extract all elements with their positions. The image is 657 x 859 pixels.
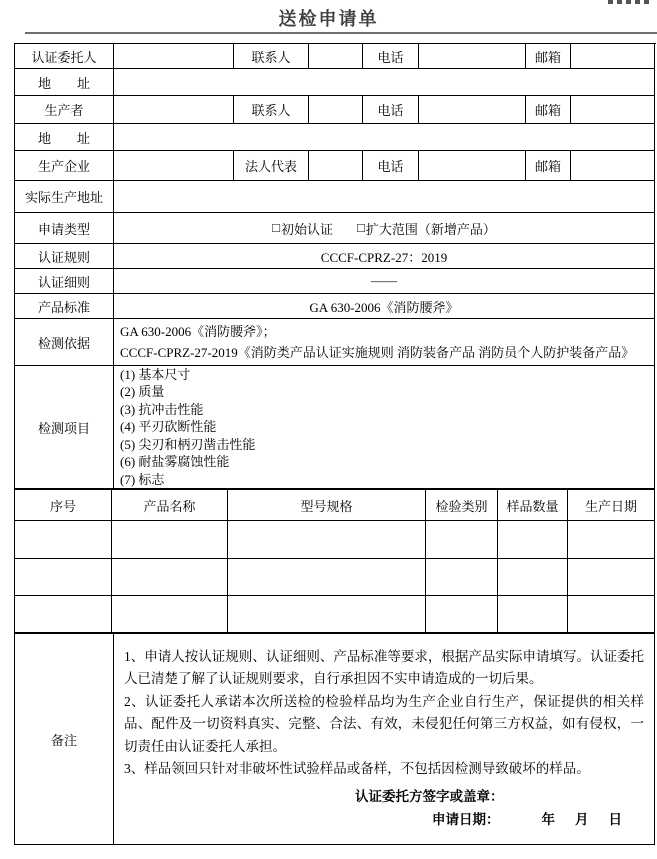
applicant-name-field[interactable]	[114, 44, 234, 69]
serial-number-field[interactable]	[15, 596, 112, 633]
producer-email-label: 邮箱	[526, 96, 571, 124]
product-table-header	[15, 489, 655, 521]
manufacturer-phone-label: 电话	[363, 151, 419, 181]
sample-quantity-field[interactable]	[498, 559, 568, 596]
manufacturer-label: 生产企业	[15, 151, 114, 181]
producer-phone-field[interactable]	[419, 96, 526, 124]
production-date-field[interactable]	[568, 559, 655, 596]
product-standard-value: GA 630-2006《消防腰斧》	[114, 294, 655, 319]
test-item: (1) 基本尺寸	[120, 367, 191, 383]
producer-contact-field[interactable]	[309, 96, 363, 124]
production-date-field[interactable]	[568, 596, 655, 633]
applicant-contact-field[interactable]	[309, 44, 363, 69]
producer-label: 生产者	[15, 96, 114, 124]
inspection-type-field[interactable]	[426, 521, 498, 559]
product-name-field[interactable]	[112, 521, 228, 559]
page-title: 送检申请单	[278, 9, 379, 29]
option-expand-label: 扩大范围（新增产品）	[365, 221, 496, 237]
producer-contact-label: 联系人	[234, 96, 309, 124]
model-spec-field[interactable]	[228, 521, 426, 559]
manufacturer-email-label: 邮箱	[526, 151, 571, 181]
table-row-remarks	[15, 633, 655, 845]
table-row-producer	[15, 96, 655, 124]
product-table-row	[15, 596, 655, 633]
application-date-label: 申请日期：	[432, 811, 500, 827]
applicant-phone-label: 电话	[363, 44, 419, 69]
header-serial-number: 序号	[15, 490, 112, 521]
producer-name-field[interactable]	[114, 96, 234, 124]
producer-email-field[interactable]	[571, 96, 655, 124]
test-basis-value	[114, 319, 655, 366]
inspection-type-field[interactable]	[426, 596, 498, 633]
applicant-address-label: 地 址	[15, 69, 114, 96]
header-sample-quantity: 样品数量	[498, 490, 568, 521]
applicant-email-field[interactable]	[571, 44, 655, 69]
title-divider	[25, 32, 657, 34]
checkbox-initial-icon[interactable]: □	[272, 220, 280, 235]
option-expand-scope[interactable]	[357, 219, 496, 238]
manufacturer-name-field[interactable]	[114, 151, 234, 181]
table-row-test-basis	[15, 319, 655, 366]
table-row-producer-address	[15, 124, 655, 151]
test-basis-label: 检测依据	[15, 319, 114, 366]
table-row-cert-detail	[15, 269, 655, 294]
application-type-options	[114, 213, 655, 244]
remarks-paragraph: 1、申请人按认证规则、认证细则、产品标准等要求，根据产品实际申请填写。认证委托人已清楚了解了认证规则要求，自行承担因不实申请造成的一切后果。	[124, 649, 644, 687]
applicant-address-field[interactable]	[114, 69, 655, 96]
legal-representative-label: 法人代表	[234, 151, 309, 181]
table-row-applicant-address	[15, 69, 655, 96]
test-item: (4) 平刃砍断性能	[120, 419, 217, 435]
product-table-row	[15, 559, 655, 596]
test-item: (6) 耐盐雾腐蚀性能	[120, 454, 230, 470]
actual-address-label: 实际生产地址	[15, 181, 114, 213]
table-row-test-items	[15, 366, 655, 489]
table-row-actual-address	[15, 181, 655, 213]
clipped-text-fragment	[608, 0, 652, 4]
checkbox-expand-icon[interactable]: □	[357, 220, 365, 235]
product-name-field[interactable]	[112, 559, 228, 596]
test-item: (3) 抗冲击性能	[120, 401, 204, 417]
remarks-label: 备注	[15, 634, 114, 845]
test-item: (5) 尖刃和柄刃凿击性能	[120, 436, 256, 452]
applicant-label: 认证委托人	[15, 44, 114, 69]
signature-label: 认证委托方签字或盖章：	[355, 788, 504, 804]
test-basis-line-2: CCCF-CPRZ-27-2019《消防类产品认证实施规则 消防装备产品 消防员个人防护装备产品》	[120, 345, 635, 360]
producer-phone-label: 电话	[363, 96, 419, 124]
date-month-label: 月	[575, 811, 589, 827]
header-product-name: 产品名称	[112, 490, 228, 521]
remarks-paragraph: 3、样品领回只针对非破坏性试验样品或备样，不包括因检测导致破坏的样品。	[124, 761, 590, 777]
model-spec-field[interactable]	[228, 559, 426, 596]
remarks-paragraph: 2、认证委托人承诺本次所送检的检验样品均为生产企业自行生产，保证提供的相关样品、配件及一切资料真实、完整、合法、有效，未侵犯任何第三方权益，如有侵权，一切责任由认证委托人承担。	[124, 693, 644, 754]
table-row-cert-rule	[15, 244, 655, 269]
option-initial-label: 初始认证	[280, 221, 333, 237]
header-production-date: 生产日期	[568, 490, 655, 521]
applicant-email-label: 邮箱	[526, 44, 571, 69]
table-row-manufacturer	[15, 151, 655, 181]
date-day-label: 日	[608, 811, 622, 827]
date-year-label: 年	[541, 811, 555, 827]
model-spec-field[interactable]	[228, 596, 426, 633]
remarks-content	[114, 634, 655, 845]
applicant-contact-label: 联系人	[234, 44, 309, 69]
cert-rule-value: CCCF-CPRZ-27：2019	[114, 244, 655, 269]
table-row-product-standard	[15, 294, 655, 319]
test-items-label: 检测项目	[15, 366, 114, 489]
inspection-type-field[interactable]	[426, 559, 498, 596]
cert-detail-value: ——	[114, 269, 655, 294]
producer-address-field[interactable]	[114, 124, 655, 151]
manufacturer-email-field[interactable]	[571, 151, 655, 181]
table-row-applicant	[15, 44, 655, 69]
production-date-field[interactable]	[568, 521, 655, 559]
test-item: (2) 质量	[120, 384, 165, 400]
manufacturer-phone-field[interactable]	[419, 151, 526, 181]
option-initial-certification[interactable]	[272, 219, 333, 238]
actual-address-field[interactable]	[114, 181, 655, 213]
test-items-list	[114, 366, 655, 489]
remarks-paragraphs	[124, 646, 644, 780]
product-table-row	[15, 521, 655, 559]
product-standard-label: 产品标准	[15, 294, 114, 319]
cert-rule-label: 认证规则	[15, 244, 114, 269]
application-date-line	[432, 809, 622, 831]
serial-number-field[interactable]	[15, 521, 112, 559]
sample-quantity-field[interactable]	[498, 521, 568, 559]
header-inspection-type: 检验类别	[426, 490, 498, 521]
table-row-application-type	[15, 213, 655, 244]
applicant-phone-field[interactable]	[419, 44, 526, 69]
sample-quantity-field[interactable]	[498, 596, 568, 633]
test-basis-line-1: GA 630-2006《消防腰斧》；	[120, 324, 276, 339]
producer-address-label: 地 址	[15, 124, 114, 151]
cert-detail-label: 认证细则	[15, 269, 114, 294]
application-form-table	[14, 43, 656, 845]
serial-number-field[interactable]	[15, 559, 112, 596]
test-item: (7) 标志	[120, 471, 165, 487]
product-name-field[interactable]	[112, 596, 228, 633]
legal-representative-field[interactable]	[309, 151, 363, 181]
header-model-spec: 型号规格	[228, 490, 426, 521]
application-type-label: 申请类型	[15, 213, 114, 244]
